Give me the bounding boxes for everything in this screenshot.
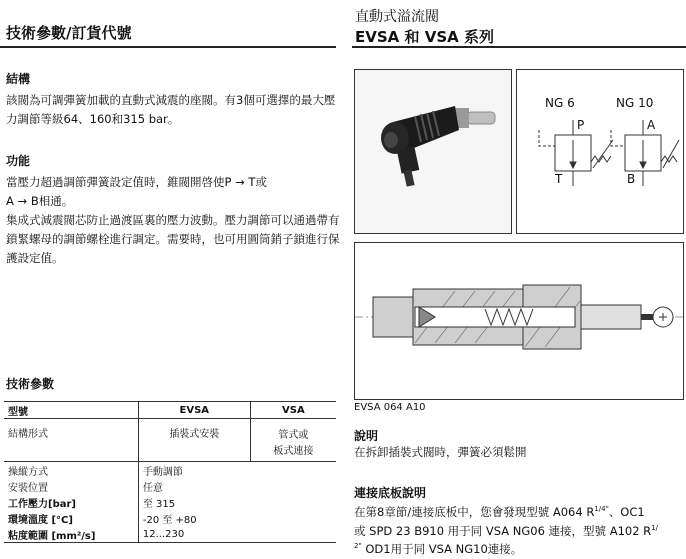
table-row xyxy=(4,419,336,442)
table-row xyxy=(4,478,336,494)
subplate-line-3 xyxy=(354,537,684,559)
table-row xyxy=(4,494,336,510)
table-cell: 粘度範圍 [mm²/s] xyxy=(8,530,96,542)
subplate-line-1-sup: 1/4" xyxy=(594,505,609,513)
subplate-line-2-sup: 1/ xyxy=(651,524,658,532)
note-text: 在拆卸插裝式閥時，彈簧必須鬆開 xyxy=(354,445,527,459)
table-cell: 插裝式安裝 xyxy=(138,419,250,462)
page-title-left: 技術參數/訂貨代號 xyxy=(6,24,132,42)
function-line-2: A → B相通。 xyxy=(6,194,74,208)
ng10-port-a: A xyxy=(647,118,656,132)
valve-cartridge-image xyxy=(355,70,511,233)
table-cell: 至 315 xyxy=(138,494,336,510)
subplate-line-2-text: 或 SPD 23 B910 用于同 VSA NG06 連接，型號 A102 R xyxy=(354,523,652,538)
subplate-line-1-text: 在第8章節/連接底板中，您會發現型號 A064 R xyxy=(354,504,595,519)
table-row xyxy=(4,462,336,479)
subplate-line-3-text: OD1用于同 VSA NG10連接。 xyxy=(365,541,523,556)
table-cell: 板式連接 xyxy=(250,441,336,462)
tech-params-table xyxy=(4,401,336,543)
page-title-right: EVSA 和 VSA 系列 xyxy=(355,28,494,46)
subplate-line-3-sup: 2" xyxy=(354,542,362,550)
hydraulic-symbols xyxy=(516,69,684,234)
table-row xyxy=(4,526,336,543)
table-cell: 任意 xyxy=(138,478,336,494)
section-drawing xyxy=(354,242,684,400)
figure-caption: EVSA 064 A10 xyxy=(354,402,426,413)
note-heading: 說明 xyxy=(354,429,379,443)
function-line-3: 集成式減震閥芯防止過渡區裏的壓力波動。壓力調節可以通過帶有鎖緊螺母的調節螺栓進行調定。需要時，也可用圓筒銷子鎖進行保護設定值。 xyxy=(6,213,340,265)
table-cell: -20 至 +80 xyxy=(138,510,336,526)
subplate-line-1-end: 、OC1 xyxy=(608,504,645,519)
page-subtitle-right: 直動式溢流閥 xyxy=(355,9,439,25)
table-cell: 操縱方式 xyxy=(8,466,48,478)
valve-photo xyxy=(354,69,512,234)
relief-valve-symbols xyxy=(517,70,683,233)
table-header-row xyxy=(4,402,336,419)
table-row xyxy=(4,510,336,526)
function-line-1: 當壓力超過調節彈簧設定值時，錐閥開啓使P → T或 xyxy=(6,175,267,189)
ng6-port-t: T xyxy=(555,172,563,186)
ng6-label: NG 6 xyxy=(545,96,575,110)
structure-text: 該閥為可調彈簧加載的直動式減震的座閥。有3個可選擇的最大壓力調節等級64、160和315 bar。 xyxy=(6,93,336,126)
table-header-cell: 型號 xyxy=(8,406,28,418)
table-cell: 管式或 xyxy=(250,419,336,442)
table-cell: 12...230 xyxy=(138,526,336,543)
table-cell: 工作壓力[bar] xyxy=(8,498,76,510)
tech-params-heading: 技術參數 xyxy=(6,377,55,391)
ng10-port-b: B xyxy=(627,172,636,186)
structure-heading: 結構 xyxy=(6,72,31,86)
ng10-label: NG 10 xyxy=(616,96,654,110)
table-cell: 手動調節 xyxy=(138,462,336,479)
function-heading: 功能 xyxy=(6,154,31,168)
table-cell: 環境溫度 [°C] xyxy=(8,514,73,526)
table-cell: 結構形式 xyxy=(8,429,48,440)
ng6-port-p: P xyxy=(577,118,585,132)
table-header-cell: VSA xyxy=(250,402,336,419)
table-header-cell: EVSA xyxy=(138,402,250,419)
header-rule-left xyxy=(0,46,336,48)
subplate-heading: 連接底板說明 xyxy=(354,486,427,500)
header-rule-right xyxy=(352,46,686,48)
table-cell: 安裝位置 xyxy=(8,482,48,494)
valve-cross-section xyxy=(355,243,683,399)
